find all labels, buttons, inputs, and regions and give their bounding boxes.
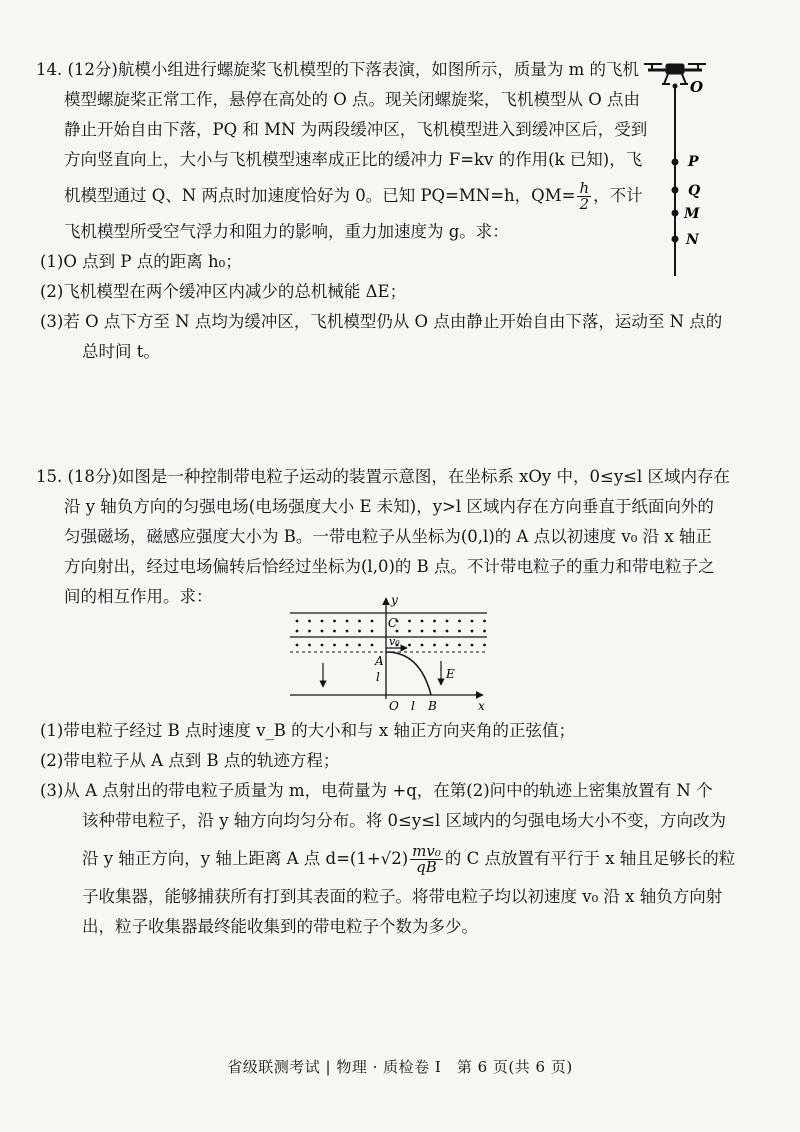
field-dot bbox=[333, 630, 336, 633]
point-n bbox=[672, 236, 679, 243]
field-dot bbox=[321, 644, 324, 647]
label-l-x: l bbox=[411, 699, 415, 713]
drone-drop-figure bbox=[640, 50, 750, 290]
q15-sub-1: (1)带电粒子经过 B 点时速度 v_B 的大小和与 x 轴正方向夹角的正弦值； bbox=[40, 721, 575, 740]
point-q bbox=[672, 187, 679, 194]
label-b: B bbox=[428, 699, 437, 713]
label-l-axis: l bbox=[376, 670, 380, 684]
field-dot bbox=[471, 630, 474, 633]
q14-line-4: 方向竖直向上，大小与飞机模型速率成正比的缓冲力 F=kv 的作用(k 已知)，飞 bbox=[64, 150, 643, 169]
label-p: P bbox=[688, 154, 699, 170]
field-dot bbox=[458, 620, 461, 623]
q14-line-3: 静止开始自由下落，PQ 和 MN 为两段缓冲区，飞机模型进入到缓冲区后，受到 bbox=[64, 120, 648, 139]
field-dot bbox=[346, 630, 349, 633]
field-dot bbox=[421, 620, 424, 623]
fraction-denominator: 2 bbox=[579, 195, 590, 213]
fraction-numerator: h bbox=[579, 179, 590, 197]
q15-sub-2: (2)带电粒子从 A 点到 B 点的轨迹方程； bbox=[40, 751, 340, 770]
field-dot bbox=[446, 630, 449, 633]
field-dot bbox=[421, 644, 424, 647]
field-dot bbox=[458, 644, 461, 647]
question-15-parts bbox=[36, 716, 776, 942]
fraction-denominator: qB bbox=[416, 858, 437, 876]
q15-sub-3-line-5: 出，粒子收集器最终能收集到的带电粒子个数为多少。 bbox=[82, 917, 478, 936]
q15-line-2: 沿 y 轴负方向的匀强电场(电场强度大小 E 未知)，y>l 区域内存在方向垂直于纸面向外的 bbox=[64, 497, 714, 516]
field-dot bbox=[446, 620, 449, 623]
q15-line-1: 15. (18分)如图是一种控制带电粒子运动的装置示意图，在坐标系 xOy 中，0≤y≤l 区域内存在 bbox=[36, 467, 730, 486]
label-v0: v₀ bbox=[389, 635, 400, 648]
field-dot bbox=[396, 630, 399, 633]
field-dot bbox=[471, 620, 474, 623]
label-origin: O bbox=[389, 699, 399, 713]
field-dot bbox=[296, 644, 299, 647]
label-x: x bbox=[478, 699, 485, 713]
field-dot bbox=[483, 630, 486, 633]
field-dot bbox=[408, 630, 411, 633]
field-dot bbox=[358, 644, 361, 647]
label-m: M bbox=[684, 206, 700, 222]
q14-sub-2: (2)飞机模型在两个缓冲区内减少的总机械能 ΔE； bbox=[40, 282, 407, 301]
q15-line-5: 间的相互作用。求： bbox=[64, 587, 213, 606]
q14-sub-3: (3)若 O 点下方至 N 点均为缓冲区，飞机模型仍从 O 点由静止开始自由下落，运动至 N 点的 bbox=[40, 312, 723, 331]
field-dot bbox=[358, 630, 361, 633]
q15-line-3: 匀强磁场，磁感应强度大小为 B。一带电粒子从坐标为(0,l)的 A 点以初速度 v₀ 沿 x 轴正 bbox=[64, 527, 712, 546]
label-o: O bbox=[690, 78, 704, 96]
point-p bbox=[672, 159, 679, 166]
q14-line-5-tail: ，不计 bbox=[593, 186, 643, 205]
field-dot bbox=[408, 644, 411, 647]
field-dot bbox=[358, 620, 361, 623]
field-dot bbox=[296, 630, 299, 633]
q15-line-4: 方向射出，经过电场偏转后恰经过坐标为(l,0)的 B 点。不计带电粒子的重力和带电粒子之 bbox=[64, 557, 715, 576]
field-dot bbox=[371, 630, 374, 633]
label-e: E bbox=[446, 667, 455, 681]
q14-sub-3-cont: 总时间 t。 bbox=[82, 342, 160, 361]
q14-line-6: 飞机模型所受空气浮力和阻力的影响，重力加速度为 g。求： bbox=[64, 222, 509, 241]
field-dot bbox=[296, 620, 299, 623]
q14-line-2: 模型螺旋桨正常工作，悬停在高处的 O 点。现关闭螺旋桨，飞机模型从 O 点由 bbox=[64, 90, 641, 109]
q14-line-1: 14. (12分)航模小组进行螺旋桨飞机模型的下落表演，如图所示，质量为 m 的飞机 bbox=[36, 60, 639, 79]
field-dot bbox=[483, 644, 486, 647]
q15-sub-3-line-2: 该种带电粒子，沿 y 轴方向均匀分布。将 0≤y≤l 区域内的匀强电场大小不变，方向改为 bbox=[82, 811, 727, 830]
label-c: C bbox=[388, 616, 398, 630]
h-over-2-fraction bbox=[577, 181, 591, 212]
field-dot bbox=[308, 630, 311, 633]
field-dot bbox=[421, 630, 424, 633]
field-dot bbox=[333, 620, 336, 623]
field-dot bbox=[408, 620, 411, 623]
q14-line-5 bbox=[36, 175, 643, 217]
field-dot bbox=[446, 644, 449, 647]
field-dot bbox=[433, 630, 436, 633]
q14-line-5-text: 机模型通过 Q、N 两点时加速度恰好为 0。已知 PQ=MN=h，QM= bbox=[64, 186, 576, 205]
label-q: Q bbox=[688, 183, 701, 199]
label-n: N bbox=[686, 232, 699, 248]
label-y: y bbox=[391, 595, 398, 607]
q14-sub-1: (1)O 点到 P 点的距离 h₀； bbox=[40, 252, 242, 271]
field-dot bbox=[321, 630, 324, 633]
question-15 bbox=[36, 462, 776, 612]
q15-sub-3-line-3 bbox=[36, 836, 776, 882]
particle-trajectory bbox=[386, 652, 431, 695]
field-dot bbox=[308, 620, 311, 623]
field-dot bbox=[371, 644, 374, 647]
field-dot bbox=[346, 644, 349, 647]
field-dot bbox=[371, 620, 374, 623]
field-dot bbox=[321, 620, 324, 623]
field-dot bbox=[433, 644, 436, 647]
field-dot bbox=[308, 644, 311, 647]
q15-sub-3-line-4: 子收集器，能够捕获所有打到其表面的粒子。将带电粒子均以初速度 v₀ 沿 x 轴负方向射 bbox=[82, 887, 723, 906]
field-dot bbox=[483, 620, 486, 623]
field-dot bbox=[346, 620, 349, 623]
point-o bbox=[673, 84, 678, 89]
q15-sub-3: (3)从 A 点射出的带电粒子质量为 m，电荷量为 +q，在第(2)问中的轨迹上密集放置有 N 个 bbox=[40, 781, 713, 800]
field-dot bbox=[433, 620, 436, 623]
field-dot bbox=[458, 630, 461, 633]
mv0-over-qb-fraction bbox=[410, 844, 443, 875]
page-footer: 省级联测考试 | 物理 · 质检卷 Ⅰ 第 6 页(共 6 页) bbox=[227, 1058, 573, 1076]
field-dot bbox=[471, 644, 474, 647]
field-figure bbox=[285, 595, 505, 715]
point-m bbox=[672, 210, 679, 217]
question-14 bbox=[36, 55, 723, 367]
label-a: A bbox=[375, 654, 384, 668]
q15-sub-3-line-3-tail: 的 C 点放置有平行于 x 轴且足够长的粒 bbox=[444, 849, 736, 868]
q15-sub-3-line-3-text: 沿 y 轴正方向，y 轴上距离 A 点 d=(1+√2) bbox=[82, 849, 409, 868]
field-dot bbox=[333, 644, 336, 647]
fraction-numerator: mv₀ bbox=[412, 842, 441, 860]
